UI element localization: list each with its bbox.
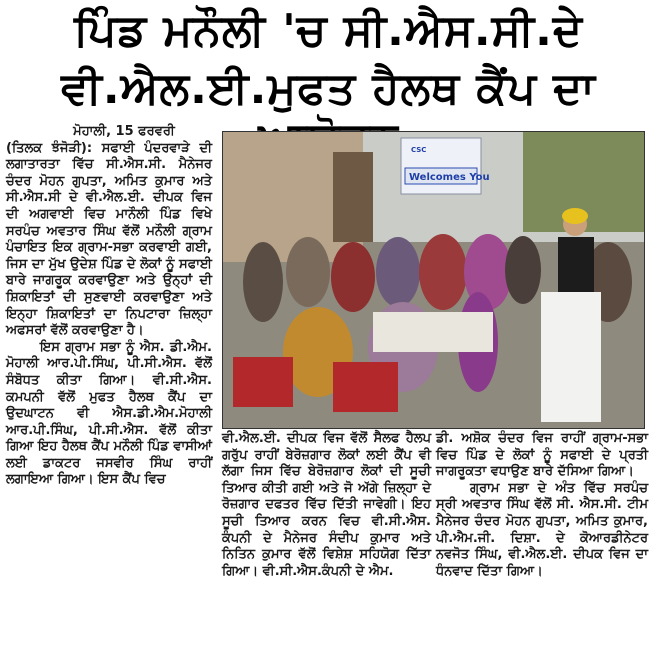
welcome-banner [401, 138, 490, 194]
headline-line-1: ਪਿੰਡ ਮਨੌਲੀ 'ਚ ਸੀ.ਐਸ.ਸੀ.ਦੇ [73, 5, 584, 56]
middle-column-text: ਵੀ.ਐਲ.ਈ. ਦੀਪਕ ਵਿਜ ਵੱਲੋਂ ਸੈਲਫ ਹੈਲਪ ਗਰੁੱਪ ਰਾਹੀਂ ਬੇਰੋਜ਼ਗਾਰ ਲੋਕਾਂ ਲਈ ਕੈਂਪ ਵੀ ਲੱਗਾ ਜਿਸ ਵਿੱਚ ਬੇਰੋਜ਼ਗਾਰ ਲੋਕਾਂ ਦੀ ਸੂਚੀ ਤਿਆਰ ਕੀਤੀ ਗਈ ਅਤੇ ਜੋ ਅੱਗੇ ਜ਼ਿਲ੍ਹਾ ਦੇ ਰੋਜ਼ਗਾਰ ਦਫਤਰ ਵਿੱਚ ਦਿੱਤੀ ਜਾਵੇਗੀ। ਇਹ ਸੂਚੀ ਤਿਆਰ ਕਰਨ ਵਿਚ ਵੀ.ਸੀ.ਐਸ. ਕੰਪਨੀ ਦੇ ਮੈਨੇਜਰ ਸੰਦੀਪ ਕੁਮਾਰ ਅਤੇ ਨਿਤਿਨ ਕੁਮਾਰ ਵੱਲੋਂ ਵਿਸ਼ੇਸ਼ ਸਹਿਯੋਗ ਦਿੱਤਾ ਗਿਆ। ਵੀ.ਸੀ.ਐਸ.ਕੰਪਨੀ ਦੇ ਐਮ. [222, 431, 431, 579]
health-camp-photo [223, 132, 644, 428]
news-photo [222, 131, 645, 429]
middle-column [222, 431, 431, 580]
svg-text:CSC: CSC [411, 146, 427, 154]
right-column [436, 431, 648, 580]
dateline: ਮੋਹਾਲੀ, 15 ਫਰਵਰੀ [73, 124, 175, 139]
svg-text:Welcomes You: Welcomes You [409, 172, 490, 183]
left-column-para-1: (ਤਿਲਕ ਝੰਜੋੜੀ): ਸਫਾਈ ਪੰਦਰਵਾੜੇ ਦੀ ਲਗਾਤਾਰਤਾ ਵਿੱਚ ਸੀ.ਐਸ.ਸੀ. ਮੈਨੇਜਰ ਚੰਦਰ ਮੋਹਨ ਗੁਪਤਾ, ਅਮਿਤ ਕੁਮਾਰ ਅਤੇ ਸੀ.ਐਸ.ਸੀ ਦੇ ਵੀ.ਐਲ.ਈ. ਦੀਪਕ ਵਿਜ ਦੀ ਅਗਵਾਈ ਵਿਚ ਮਾਨੌਲੀ ਪਿੰਡ ਵਿਖੇ ਸਰਪੰਚ ਅਵਤਾਰ ਸਿੰਘ ਵੱਲੋਂ ਮਨੌਲੀ ਗ੍ਰਾਮ ਪੰਚਾਇਤ ਇਕ ਗ੍ਰਾਮ-ਸਭਾ ਕਰਵਾਈ ਗਈ, ਜਿਸ ਦਾ ਮੁੱਖ ਉਦੇਸ਼ ਪਿੰਡ ਦੇ ਲੋਕਾਂ ਨੂੰ ਸਫਾਈ ਬਾਰੇ ਜਾਗਰੂਕ ਕਰਵਾਉਣਾ ਅਤੇ ਉਨ੍ਹਾਂ ਦੀ ਸ਼ਿਕਾਇਤਾਂ ਦੀ ਸੁਣਵਾਈ ਕਰਵਾਉਣਾ ਅਤੇ ਇਨ੍ਹਾ ਸ਼ਿਕਾਇਤਾਂ ਦਾ ਨਿਪਟਾਰਾ ਜ਼ਿਲ੍ਹਾ ਅਫਸਰਾਂ ਵੱਲੋਂ ਕਰਵਾਉਣਾ ਹੈ। [6, 140, 212, 339]
left-column [6, 124, 212, 489]
right-column-para-2: ਗ੍ਰਾਮ ਸਭਾ ਦੇ ਅੰਤ ਵਿੱਚ ਸਰਪੰਚ ਸ੍ਰੀ ਅਵਤਾਰ ਸਿੰਘ ਵੱਲੋਂ ਸੀ. ਐਸ.ਸੀ. ਟੀਮ ਮੈਨੇਜਰ ਚੰਦਰ ਮੋਹਨ ਗੁਪਤਾ, ਅਮਿਤ ਕੁਮਾਰ, ਪੀ.ਐਮ.ਜੀ. ਦਿਸ਼ਾ. ਦੇ ਕੋਆਰਡੀਨੇਟਰ ਨਵਜੋਤ ਸਿੰਘ, ਵੀ.ਐਲ.ਈ. ਦੀਪਕ ਵਿਜ ਦਾ ਧੰਨਵਾਦ ਦਿੱਤਾ ਗਿਆ। [436, 480, 648, 579]
left-column-para-2: ਇਸ ਗ੍ਰਾਮ ਸਭਾ ਨੂੰ ਐਸ. ਡੀ.ਐਮ. ਮੋਹਾਲੀ ਆਰ.ਪੀ.ਸਿੰਘ, ਪੀ.ਸੀ.ਐਸ. ਵੱਲੋਂ ਸੰਬੋਧਤ ਕੀਤਾ ਗਿਆ। ਵੀ.ਸੀ.ਐਸ. ਕਮਪਨੀ ਵੱਲੋਂ ਮੁਫਤ ਹੈਲਥ ਕੈਂਪ ਦਾ ਉਦਘਾਟਨ ਵੀ ਐਸ.ਡੀ.ਐਮ.ਮੋਹਾਲੀ ਆਰ.ਪੀ.ਸਿੰਘ, ਪੀ.ਸੀ.ਐਸ. ਵੱਲੋਂ ਕੀਤਾ ਗਿਆ ਇਹ ਹੈਲਥ ਕੈਂਪ ਮਨੌਲੀ ਪਿੰਡ ਵਾਸੀਆਂ ਲਈ ਡਾਕਟਰ ਜਸਵੀਰ ਸਿੰਘ ਰਾਹੀਂ ਲਗਾਇਆ ਗਿਆ। ਇਸ ਕੈਂਪ ਵਿਚ [6, 339, 212, 488]
right-column-para-1: ਡੀ. ਅਸ਼ੋਕ ਚੰਦਰ ਵਿਜ ਰਾਹੀਂ ਗ੍ਰਾਮ-ਸਭਾ ਵਿਚ ਪਿੰਡ ਦੇ ਲੋਕਾਂ ਨੂੰ ਸਫਾਈ ਦੇ ਪ੍ਰਤੀ ਜਾਗਰੂਕਤਾ ਵਧਾਉਣ ਬਾਰੇ ਦੱਸਿਆ ਗਿਆ। [436, 431, 648, 480]
headline-line-2: ਵੀ.ਐਲ.ਈ.ਮੁਫਤ ਹੈਲਥ ਕੈਂਪ ਦਾ [61, 63, 596, 114]
